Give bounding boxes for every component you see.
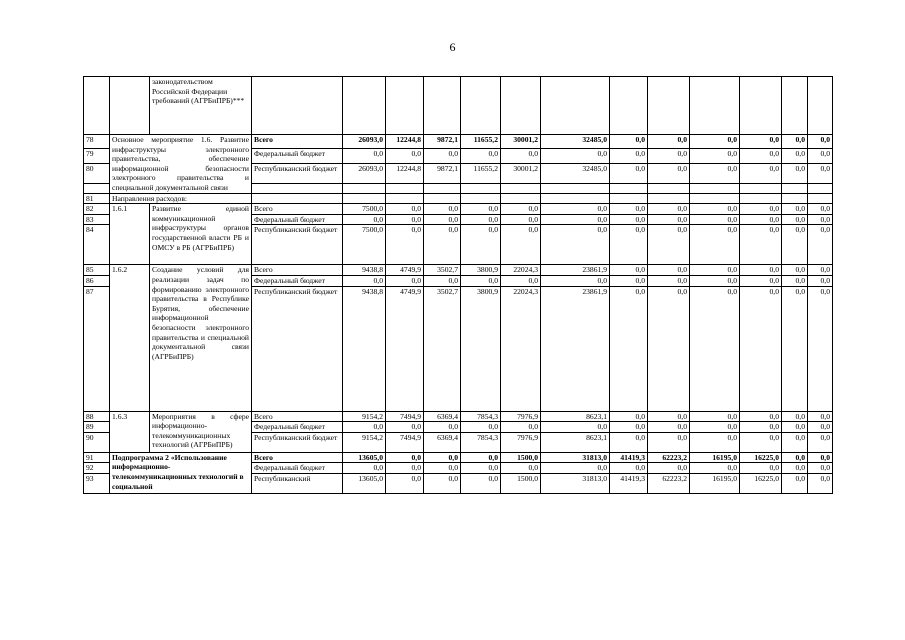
value-cell: 0,0 [424,463,461,474]
row-number: 84 [84,225,110,265]
value-cell: 7854,3 [461,432,501,452]
value-cell: 9154,2 [343,411,386,422]
value-cell: 0,0 [610,432,648,452]
value-cell: 32485,0 [541,135,610,149]
value-cell: 0,0 [648,422,690,433]
value-cell: 0,0 [690,286,740,411]
value-cell: 7500,0 [343,225,386,265]
value-cell: 0,0 [782,135,808,149]
source-label: Всего [252,411,343,422]
value-cell: 0,0 [808,163,833,183]
row-number: 83 [84,214,110,225]
value-cell: 0,0 [808,463,833,474]
value-cell: 22024,3 [501,286,541,411]
value-cell: 0,0 [808,149,833,163]
row-name: Развитие единой коммуникационной инфраструктуры органов государственной власти РБ и ОМСУ в РБ (АГРБиПРБ) [150,204,252,265]
value-cell: 0,0 [461,275,501,286]
row-number: 81 [84,193,110,204]
value-cell: 0,0 [424,149,461,163]
value-cell: 8623,1 [541,411,610,422]
value-cell: 0,0 [501,204,541,215]
value-cell: 0,0 [541,214,610,225]
row-name: законодательством Российской Федерации требований (АГРБиПРБ)*** [150,77,252,135]
value-cell: 0,0 [782,432,808,452]
value-cell: 3502,7 [424,265,461,276]
source-label: Федеральный бюджет [252,214,343,225]
value-cell: 0,0 [386,422,424,433]
value-cell: 1500,0 [501,473,541,493]
source-label: Республиканский бюджет [252,163,343,183]
value-cell: 0,0 [424,422,461,433]
value-cell: 0,0 [808,135,833,149]
value-cell: 0,0 [610,149,648,163]
value-cell: 0,0 [740,214,782,225]
value-cell: 32485,0 [541,163,610,183]
source-label: Всего [252,135,343,149]
value-cell: 0,0 [690,163,740,183]
value-cell: 31813,0 [541,473,610,493]
source-label: Республиканский [252,473,343,493]
source-label: Всего [252,452,343,463]
value-cell: 0,0 [386,275,424,286]
value-cell: 0,0 [808,422,833,433]
value-cell: 0,0 [610,275,648,286]
table-row [84,135,833,149]
value-cell: 23861,9 [541,286,610,411]
value-cell: 16225,0 [740,473,782,493]
value-cell: 0,0 [386,473,424,493]
value-cell: 41419,3 [610,473,648,493]
value-cell: 0,0 [690,135,740,149]
value-cell: 0,0 [343,214,386,225]
value-cell: 0,0 [610,265,648,276]
row-name: Подпрограмма 2 «Использование информационно-телекоммуникационных технологий в социальной [110,452,252,493]
table-row [84,452,833,463]
value-cell: 0,0 [648,149,690,163]
row-code: 1.6.1 [110,204,150,265]
value-cell: 0,0 [782,163,808,183]
value-cell: 22024,3 [501,265,541,276]
value-cell: 0,0 [501,225,541,265]
value-cell: 1500,0 [501,452,541,463]
table-row [84,411,833,422]
table-row [84,204,833,215]
value-cell: 0,0 [386,214,424,225]
value-cell: 0,0 [808,473,833,493]
source-label: Федеральный бюджет [252,275,343,286]
value-cell: 0,0 [541,463,610,474]
value-cell: 0,0 [782,214,808,225]
value-cell: 0,0 [690,265,740,276]
value-cell: 0,0 [501,275,541,286]
value-cell: 0,0 [782,463,808,474]
value-cell: 0,0 [501,422,541,433]
row-name: Направления расходов: [110,193,252,204]
value-cell: 0,0 [424,275,461,286]
value-cell: 7494,9 [386,411,424,422]
value-cell: 0,0 [541,149,610,163]
value-cell: 0,0 [648,432,690,452]
value-cell: 12244,8 [386,163,424,183]
value-cell: 0,0 [782,265,808,276]
row-number: 85 [84,265,110,276]
value-cell: 0,0 [740,204,782,215]
value-cell: 0,0 [782,275,808,286]
value-cell: 13605,0 [343,473,386,493]
value-cell: 13605,0 [343,452,386,463]
value-cell: 0,0 [343,149,386,163]
value-cell: 0,0 [343,463,386,474]
value-cell: 0,0 [740,422,782,433]
value-cell: 0,0 [501,463,541,474]
value-cell: 0,0 [424,204,461,215]
value-cell: 0,0 [740,265,782,276]
value-cell: 9154,2 [343,432,386,452]
value-cell: 0,0 [808,452,833,463]
value-cell: 0,0 [808,265,833,276]
value-cell: 0,0 [740,135,782,149]
value-cell: 0,0 [648,286,690,411]
value-cell: 23861,9 [541,265,610,276]
value-cell: 0,0 [740,149,782,163]
source-label: Федеральный бюджет [252,422,343,433]
value-cell: 9438,8 [343,265,386,276]
value-cell: 0,0 [690,204,740,215]
value-cell: 7500,0 [343,204,386,215]
value-cell: 0,0 [740,463,782,474]
value-cell: 0,0 [610,463,648,474]
row-number: 88 [84,411,110,422]
value-cell: 0,0 [740,286,782,411]
value-cell: 0,0 [740,411,782,422]
value-cell: 0,0 [808,204,833,215]
row-number: 86 [84,275,110,286]
value-cell: 7854,3 [461,411,501,422]
value-cell: 0,0 [541,422,610,433]
value-cell: 7976,9 [501,411,541,422]
source-label: Республиканский бюджет [252,286,343,411]
value-cell: 0,0 [424,452,461,463]
value-cell: 3800,9 [461,286,501,411]
row-number: 92 [84,463,110,474]
value-cell: 0,0 [782,149,808,163]
table-row [84,77,833,135]
value-cell: 0,0 [782,452,808,463]
value-cell: 0,0 [461,473,501,493]
value-cell: 0,0 [690,432,740,452]
value-cell: 0,0 [648,225,690,265]
value-cell: 0,0 [808,275,833,286]
source-label: Федеральный бюджет [252,149,343,163]
value-cell: 0,0 [648,265,690,276]
value-cell: 0,0 [808,225,833,265]
value-cell: 0,0 [808,286,833,411]
table-row [84,265,833,276]
value-cell: 26093,0 [343,135,386,149]
value-cell: 0,0 [343,275,386,286]
value-cell: 0,0 [782,204,808,215]
row-number: 78 [84,135,110,149]
row-code: 1.6.3 [110,411,150,452]
row-number: 90 [84,432,110,452]
value-cell: 0,0 [782,225,808,265]
budget-table [83,76,833,494]
value-cell: 7976,9 [501,432,541,452]
value-cell: 0,0 [648,163,690,183]
value-cell: 0,0 [610,225,648,265]
value-cell: 26093,0 [343,163,386,183]
value-cell: 0,0 [461,214,501,225]
row-number: 91 [84,452,110,463]
value-cell: 0,0 [648,411,690,422]
value-cell: 6369,4 [424,411,461,422]
row-number: 87 [84,286,110,411]
value-cell: 4749,9 [386,265,424,276]
value-cell: 0,0 [386,463,424,474]
value-cell: 16225,0 [740,452,782,463]
value-cell: 0,0 [386,225,424,265]
source-label: Всего [252,265,343,276]
row-number: 93 [84,473,110,493]
value-cell: 0,0 [501,149,541,163]
page-number: 6 [449,40,456,54]
row-code: 1.6.2 [110,265,150,411]
row-name: Основное мероприятие 1.6. Развитие инфраструктуры электронного правительства, обеспечение информационной безопасности электронного правительства и специальной документальной связи [110,135,252,194]
value-cell: 62223,2 [648,473,690,493]
value-cell: 0,0 [541,204,610,215]
value-cell: 0,0 [690,422,740,433]
value-cell: 0,0 [461,463,501,474]
value-cell: 0,0 [740,225,782,265]
row-number [84,77,110,135]
value-cell: 0,0 [461,225,501,265]
source-label: Всего [252,204,343,215]
value-cell: 0,0 [610,204,648,215]
value-cell: 11655,2 [461,163,501,183]
value-cell: 4749,9 [386,286,424,411]
value-cell: 0,0 [461,422,501,433]
value-cell: 9872,1 [424,135,461,149]
row-number: 82 [84,204,110,215]
value-cell: 0,0 [740,432,782,452]
row-number: 80 [84,163,110,183]
source-label: Федеральный бюджет [252,463,343,474]
value-cell: 0,0 [690,214,740,225]
value-cell: 0,0 [461,452,501,463]
value-cell: 0,0 [808,432,833,452]
value-cell: 0,0 [782,411,808,422]
value-cell: 31813,0 [541,452,610,463]
value-cell: 0,0 [690,275,740,286]
value-cell: 0,0 [424,473,461,493]
value-cell: 0,0 [610,214,648,225]
value-cell: 0,0 [648,214,690,225]
source-label: Республиканский бюджет [252,225,343,265]
value-cell: 12244,8 [386,135,424,149]
value-cell: 0,0 [690,411,740,422]
value-cell: 8623,1 [541,432,610,452]
value-cell: 0,0 [648,204,690,215]
value-cell: 30001,2 [501,163,541,183]
value-cell: 0,0 [343,422,386,433]
value-cell: 0,0 [808,411,833,422]
value-cell: 0,0 [501,214,541,225]
value-cell: 0,0 [610,422,648,433]
value-cell: 0,0 [782,473,808,493]
value-cell: 0,0 [690,225,740,265]
value-cell: 0,0 [541,275,610,286]
value-cell: 0,0 [541,225,610,265]
value-cell: 0,0 [782,286,808,411]
value-cell: 0,0 [648,463,690,474]
value-cell: 6369,4 [424,432,461,452]
value-cell: 9872,1 [424,163,461,183]
value-cell: 41419,3 [610,452,648,463]
value-cell: 3800,9 [461,265,501,276]
value-cell: 0,0 [782,422,808,433]
value-cell: 9438,8 [343,286,386,411]
row-name: Создание условий для реализации задач по формированию электронного правительства в Республике Бурятия, обеспечение информационной безопасности электронного правительства и специальной документальной связи (АГРБиПРБ) [150,265,252,411]
value-cell: 0,0 [610,135,648,149]
value-cell: 0,0 [461,149,501,163]
value-cell: 0,0 [690,463,740,474]
value-cell: 0,0 [386,204,424,215]
value-cell: 0,0 [648,275,690,286]
row-number: 89 [84,422,110,433]
value-cell: 0,0 [740,163,782,183]
row-number: 79 [84,149,110,163]
value-cell: 16195,0 [690,473,740,493]
value-cell: 0,0 [424,214,461,225]
value-cell: 3502,7 [424,286,461,411]
value-cell: 0,0 [740,275,782,286]
value-cell: 0,0 [610,163,648,183]
value-cell: 0,0 [386,452,424,463]
value-cell: 30001,2 [501,135,541,149]
value-cell: 0,0 [610,411,648,422]
value-cell: 7494,9 [386,432,424,452]
row-name: Мероприятия в сфере информационно-телекоммуникационных технологий (АГРБиПРБ) [150,411,252,452]
value-cell: 0,0 [690,149,740,163]
value-cell: 0,0 [386,149,424,163]
table-row [84,193,833,204]
value-cell: 0,0 [648,135,690,149]
value-cell: 0,0 [610,286,648,411]
value-cell: 0,0 [808,214,833,225]
value-cell: 0,0 [461,204,501,215]
value-cell: 16195,0 [690,452,740,463]
source-label: Республиканский бюджет [252,432,343,452]
value-cell: 11655,2 [461,135,501,149]
value-cell: 0,0 [424,225,461,265]
value-cell: 62223,2 [648,452,690,463]
